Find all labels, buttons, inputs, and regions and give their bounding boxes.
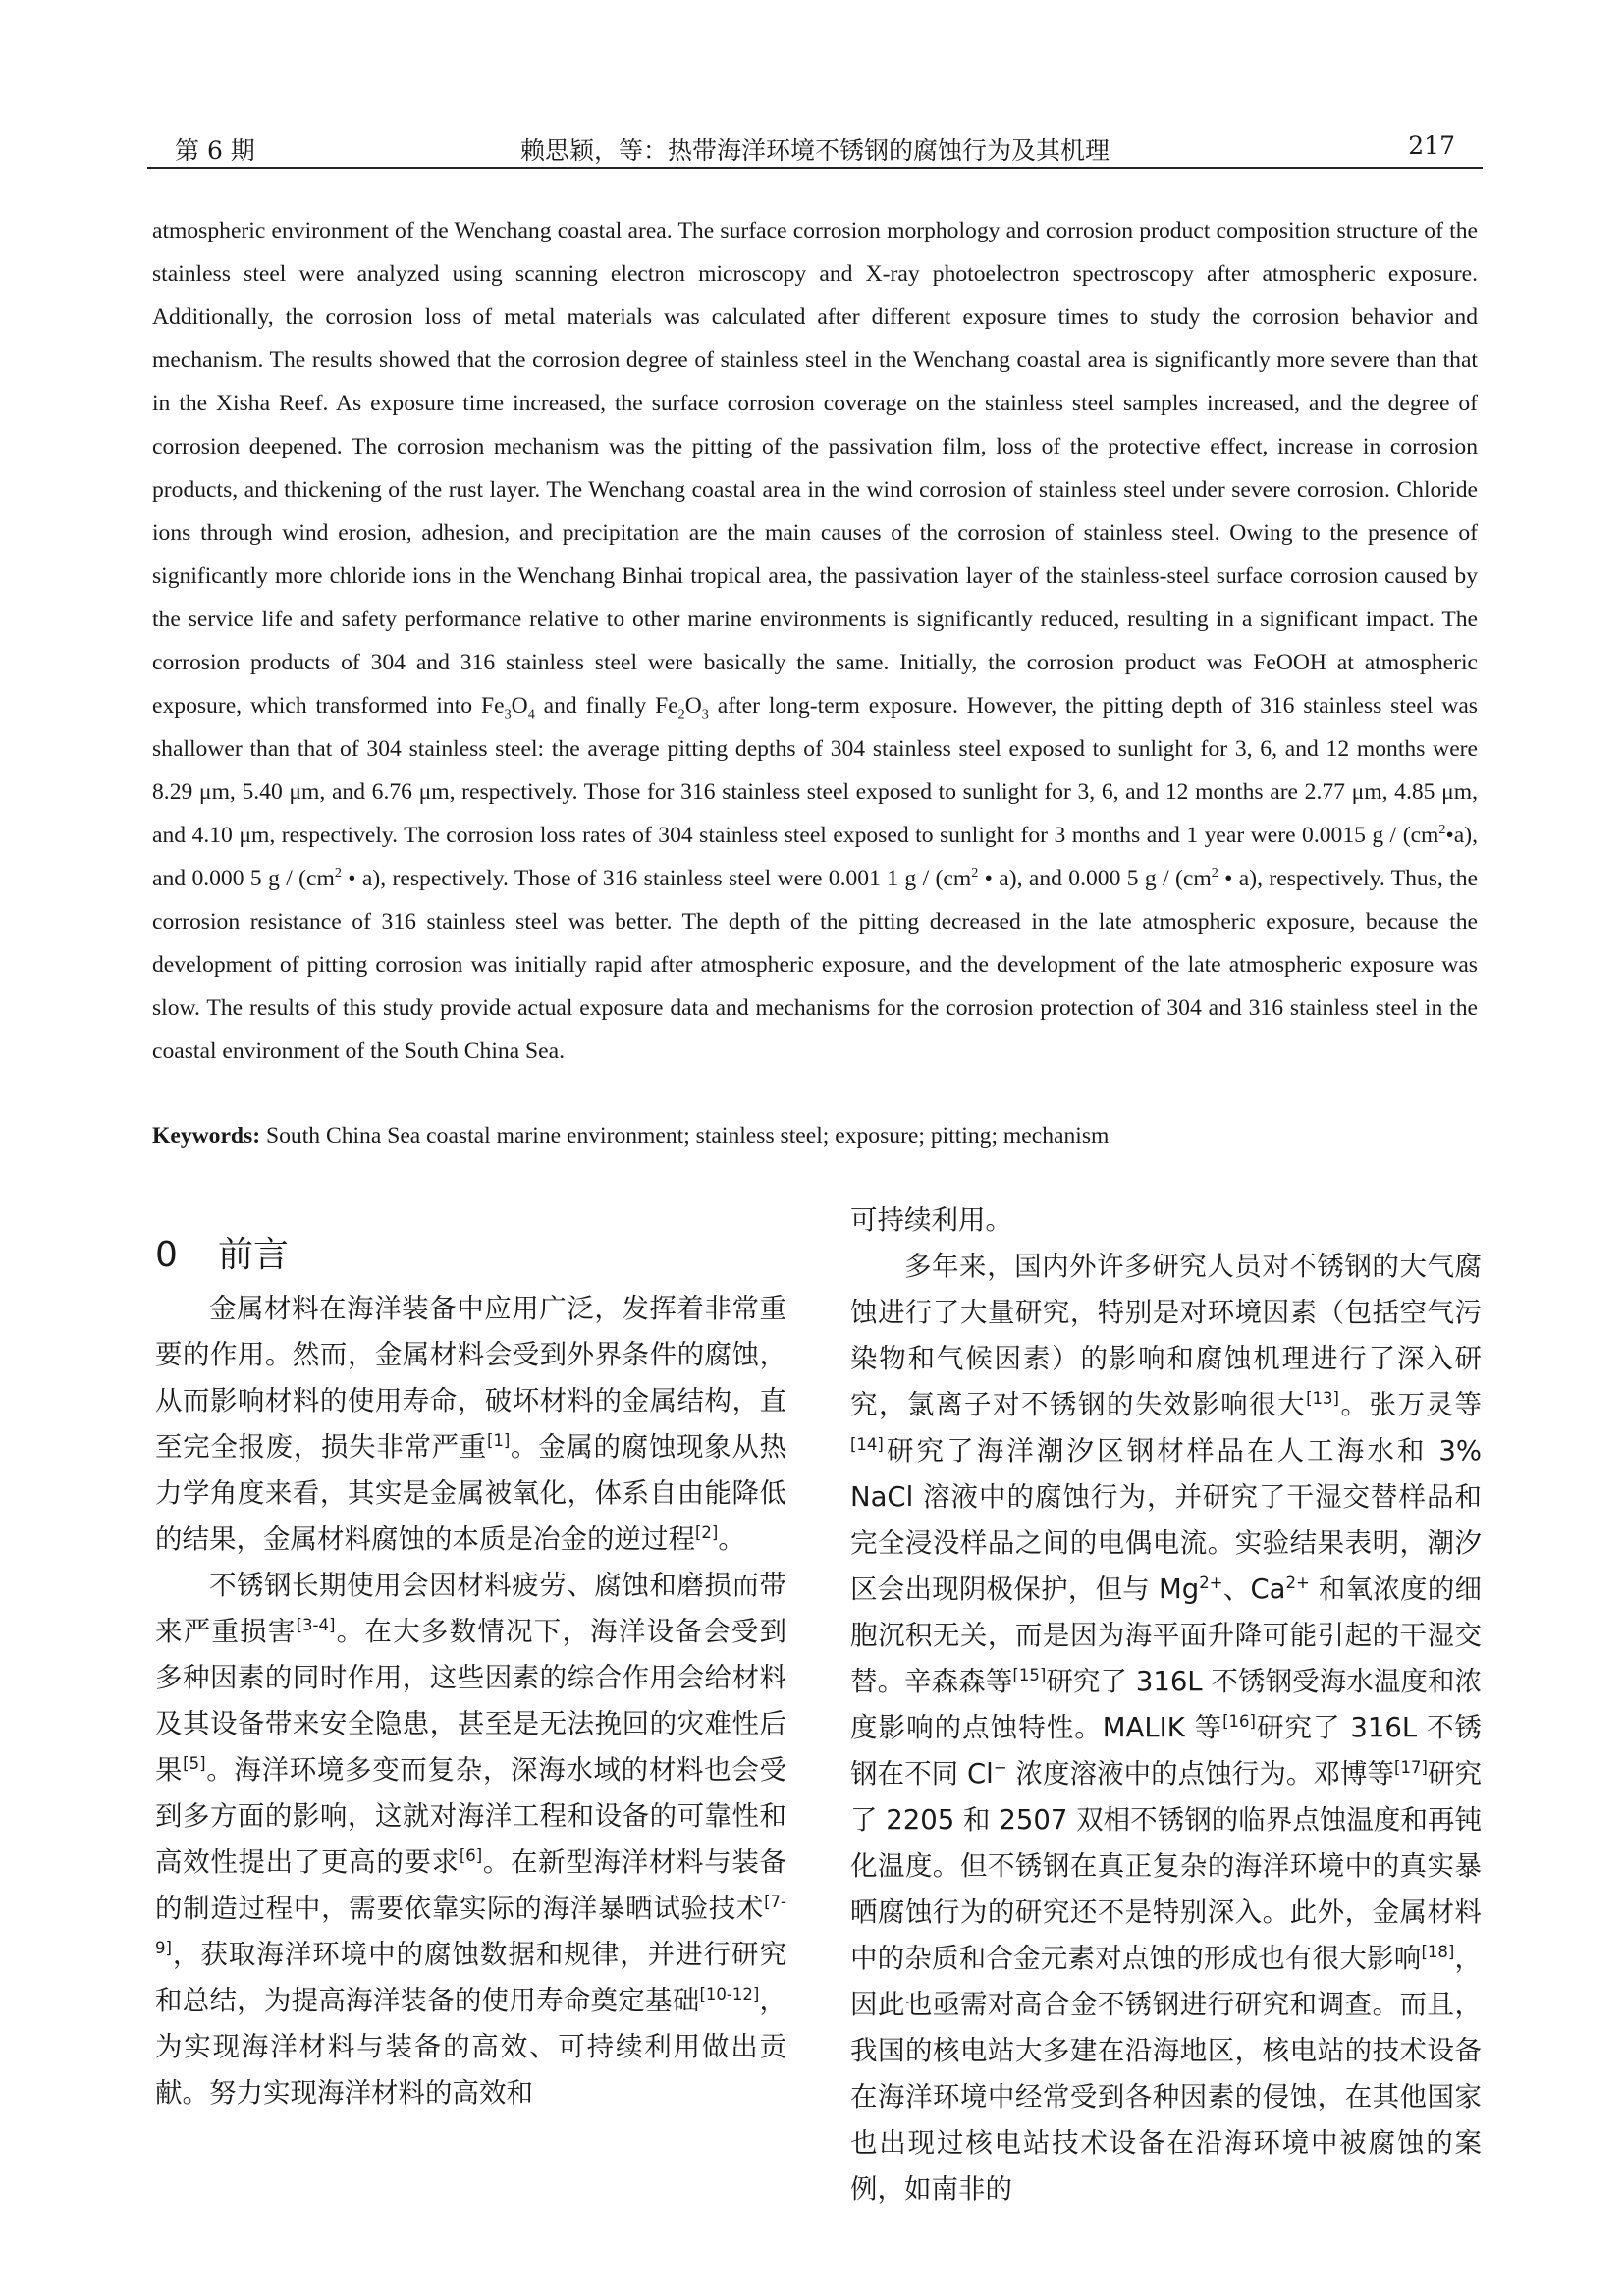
issue-number: 第 6 期 [175, 136, 255, 165]
body-text: 研究了 2205 和 2507 双相不锈钢的临界点蚀温度和再钝化温度。但不锈钢在真正复杂的海洋环境中的真实暴晒腐蚀行为的研究还不是特别深入。此外，金属材料中的杂质和合金元素对点蚀的形成也有很大影响 [850, 1758, 1482, 1974]
body-text: 多年来，国内外许多研究人员对不锈钢的大气腐蚀进行了大量研究，特别是对环境因素（包括空气污染物和气候因素）的影响和腐蚀机理进行了深入研究，氯离子对不锈钢的失效影响很大 [850, 1251, 1482, 1420]
citation: [1] [486, 1430, 511, 1450]
abstract-continuation [152, 209, 1478, 1073]
section-title: 前言 [218, 1235, 290, 1275]
abstract-text: • a), respectively. Thus, the corrosion resistance of 316 stainless steel was better. The depth of the pitting decreased in the late atmospheric exposure, because the development of pitting corrosion was initially rapid after atmospheric exposure, and the development of the late atmospheric exposure was slow. The results of this study provide actual exposure data and mechanisms for the corrosion protection of 304 and 316 stainless steel in the coastal environment of the South China Sea. [152, 866, 1478, 1064]
body-paragraph-continuation: 可持续利用。 [850, 1204, 1012, 1236]
keywords-line [152, 1114, 1478, 1157]
body-text: 研究了海洋潮汐区钢材样品在人工海水和 3% NaCl 溶液中的腐蚀行为，并研究了干湿交替样品和完全浸没样品之间的电偶电流。实验结果表明，潮汐区会出现阴极保护，但与 Mg [850, 1435, 1482, 1605]
body-paragraph [850, 1244, 1482, 2213]
abstract-paragraph [152, 209, 1478, 1073]
body-text: 。海洋环境多变而复杂，深海水域的材料也会受到多方面的影响，这就对海洋工程和设备的可靠性和高效性提出了更高的要求 [155, 1754, 787, 1878]
abstract-text: atmospheric environment of the Wenchang coastal area. The surface corrosion morphology and corrosion product composition structure of the stainless steel were analyzed using scanning electron microscopy and X-ray photoelectron spectroscopy after atmospheric exposure. Additionally, the corrosion loss of metal materials was calculated after different exposure times to study the corrosion behavior and mechanism. The results showed that the corrosion degree of stainless steel in the Wenchang coastal area is significantly more severe than that in the Xisha Reef. As exposure time increased, the surface corrosion coverage on the stainless steel samples increased, and the degree of corrosion deepened. The corrosion mechanism was the pitting of the passivation film, loss of the protective effect, increase in corrosion products, and thickening of the rust layer. The Wenchang coastal area in the wind corrosion of stainless steel under severe corrosion. Chloride ions through wind erosion, adhesion, and precipitation are the main causes of the corrosion of stainless steel. Owing to the presence of significantly more chloride ions in the Wenchang Binhai tropical area, the passivation layer of the stainless-steel surface corrosion caused by the service life and safety performance relative to other marine environments is significantly reduced, resulting in a significant impact. The corrosion products of 304 and 316 stainless steel were basically the same. Initially, the corrosion product was FeOOH at atmospheric exposure, which transformed into Fe [152, 218, 1478, 719]
body-paragraph [155, 1563, 786, 2116]
subscript: 3 [701, 706, 709, 722]
body-text: 。张万灵等 [1338, 1389, 1482, 1420]
ion-charge: − [993, 1757, 1007, 1777]
citation: [13] [1306, 1388, 1339, 1408]
left-column [155, 1286, 786, 2116]
body-text: 。在新型海洋材料与装备的制造过程中，需要依靠实际的海洋暴晒试验技术 [155, 1846, 786, 1924]
abstract-text: • a), respectively. Those of 316 stainless steel were 0.001 1 g / (cm [341, 866, 972, 891]
citation: [2] [695, 1522, 719, 1542]
body-paragraph [155, 1286, 786, 1563]
running-header [147, 128, 1483, 167]
right-column [850, 1198, 1482, 2213]
keywords-text: South China Sea coastal marine environment; stainless steel; exposure; pitting; mechanism [260, 1123, 1110, 1148]
body-text: ，因此也亟需对高合金不锈钢进行研究和调查。而且，我国的核电站大多建在沿海地区，核电站的技术设备在海洋环境中经常受到各种因素的侵蚀，在其他国家也出现过核电站技术设备在沿海环境中被腐蚀的案例，如南非的 [850, 1943, 1482, 2205]
abstract-text: •a), and 0.000 5 g / (cm [152, 823, 1478, 891]
body-text: 。 [718, 1523, 745, 1555]
citation: [7-9] [155, 1892, 786, 1957]
abstract-text: O [684, 693, 702, 719]
citation: [16] [1222, 1711, 1256, 1731]
body-text: 浓度溶液中的点蚀行为。邓博等 [1006, 1758, 1395, 1789]
body-text: 。金属的腐蚀现象从热力学角度来看，其实是金属被氧化，体系自由能降低的结果，金属材料腐蚀的本质是冶金的逆过程 [155, 1431, 787, 1555]
body-text: 研究了 316L 不锈钢在不同 Cl [850, 1712, 1483, 1789]
body-text: ，获取海洋环境中的腐蚀数据和规律，并进行研究和总结，为提高海洋装备的使用寿命奠定基础 [155, 1939, 786, 2016]
citation: [6] [459, 1845, 483, 1865]
abstract-text: and finally Fe [534, 693, 678, 719]
subscript: 4 [527, 706, 535, 722]
body-text: 、Ca [1222, 1574, 1286, 1605]
subscript: 2 [677, 706, 685, 722]
body-text: 。在大多数情况下，海洋设备会受到多种因素的同时作用，这些因素的综合作用会给材料及其设备带来安全隐患，甚至是无法挽回的灾难性后果 [155, 1616, 787, 1786]
section-heading [155, 1227, 289, 1277]
citation: [14] [850, 1434, 884, 1454]
subscript: 3 [504, 706, 512, 722]
body-text: 不锈钢长期使用会因材料疲劳、腐蚀和磨损而带来严重损害 [155, 1570, 786, 1647]
header-rule [147, 167, 1483, 169]
abstract-text: after long-term exposure. However, the pitting depth of 316 stainless steel was shallower than that of 304 stainless steel: the average pitting depths of 304 stainless steel exposed to sunlight for 3, 6, and 12 months were 8.29 μm, 5.40 μm, and 6.76 μm, respectively. Those for 316 stainless steel exposed to sunlight for 3, 6, and 12 months are 2.77 μm, 4.85 μm, and 4.10 μm, respectively. The corrosion loss rates of 304 stainless steel exposed to sunlight for 3 months and 1 year were 0.0015 g / (cm [152, 693, 1478, 848]
body-text: 金属材料在海洋装备中应用广泛，发挥着非常重要的作用。然而，金属材料会受到外界条件的腐蚀，从而影响材料的使用寿命，破坏材料的金属结构，直至完全报废，损失非常严重 [155, 1293, 786, 1463]
ion-charge: 2+ [1285, 1573, 1310, 1592]
section-number: 0 [155, 1235, 178, 1275]
superscript: 2 [1438, 822, 1446, 838]
citation: [18] [1421, 1942, 1455, 1961]
citation: [17] [1394, 1757, 1428, 1777]
running-title: 赖思颖，等：热带海洋环境不锈钢的腐蚀行为及其机理 [519, 136, 1110, 165]
citation: [5] [183, 1753, 206, 1773]
abstract-text: O [511, 693, 528, 719]
superscript: 2 [334, 865, 342, 881]
superscript: 2 [971, 865, 979, 881]
superscript: 2 [1211, 865, 1218, 881]
body-text: 和氧浓度的细胞沉积无关，而是因为海平面升降可能引起的干湿交替。辛森森等 [850, 1574, 1482, 1697]
citation: [3-4] [296, 1615, 336, 1634]
citation: [15] [1012, 1665, 1047, 1684]
keywords-label: Keywords: [152, 1123, 261, 1148]
abstract-text: • a), and 0.000 5 g / (cm [978, 866, 1212, 891]
citation: [10-12] [699, 1984, 760, 2003]
page-number: 217 [1408, 132, 1455, 160]
body-text: 研究了 316L 不锈钢受海水温度和浓度影响的点蚀特性。MALIK 等 [850, 1666, 1483, 1743]
ion-charge: 2+ [1199, 1573, 1223, 1592]
body-text: ，为实现海洋材料与装备的高效、可持续利用做出贡献。努力实现海洋材料的高效和 [155, 1985, 787, 2109]
